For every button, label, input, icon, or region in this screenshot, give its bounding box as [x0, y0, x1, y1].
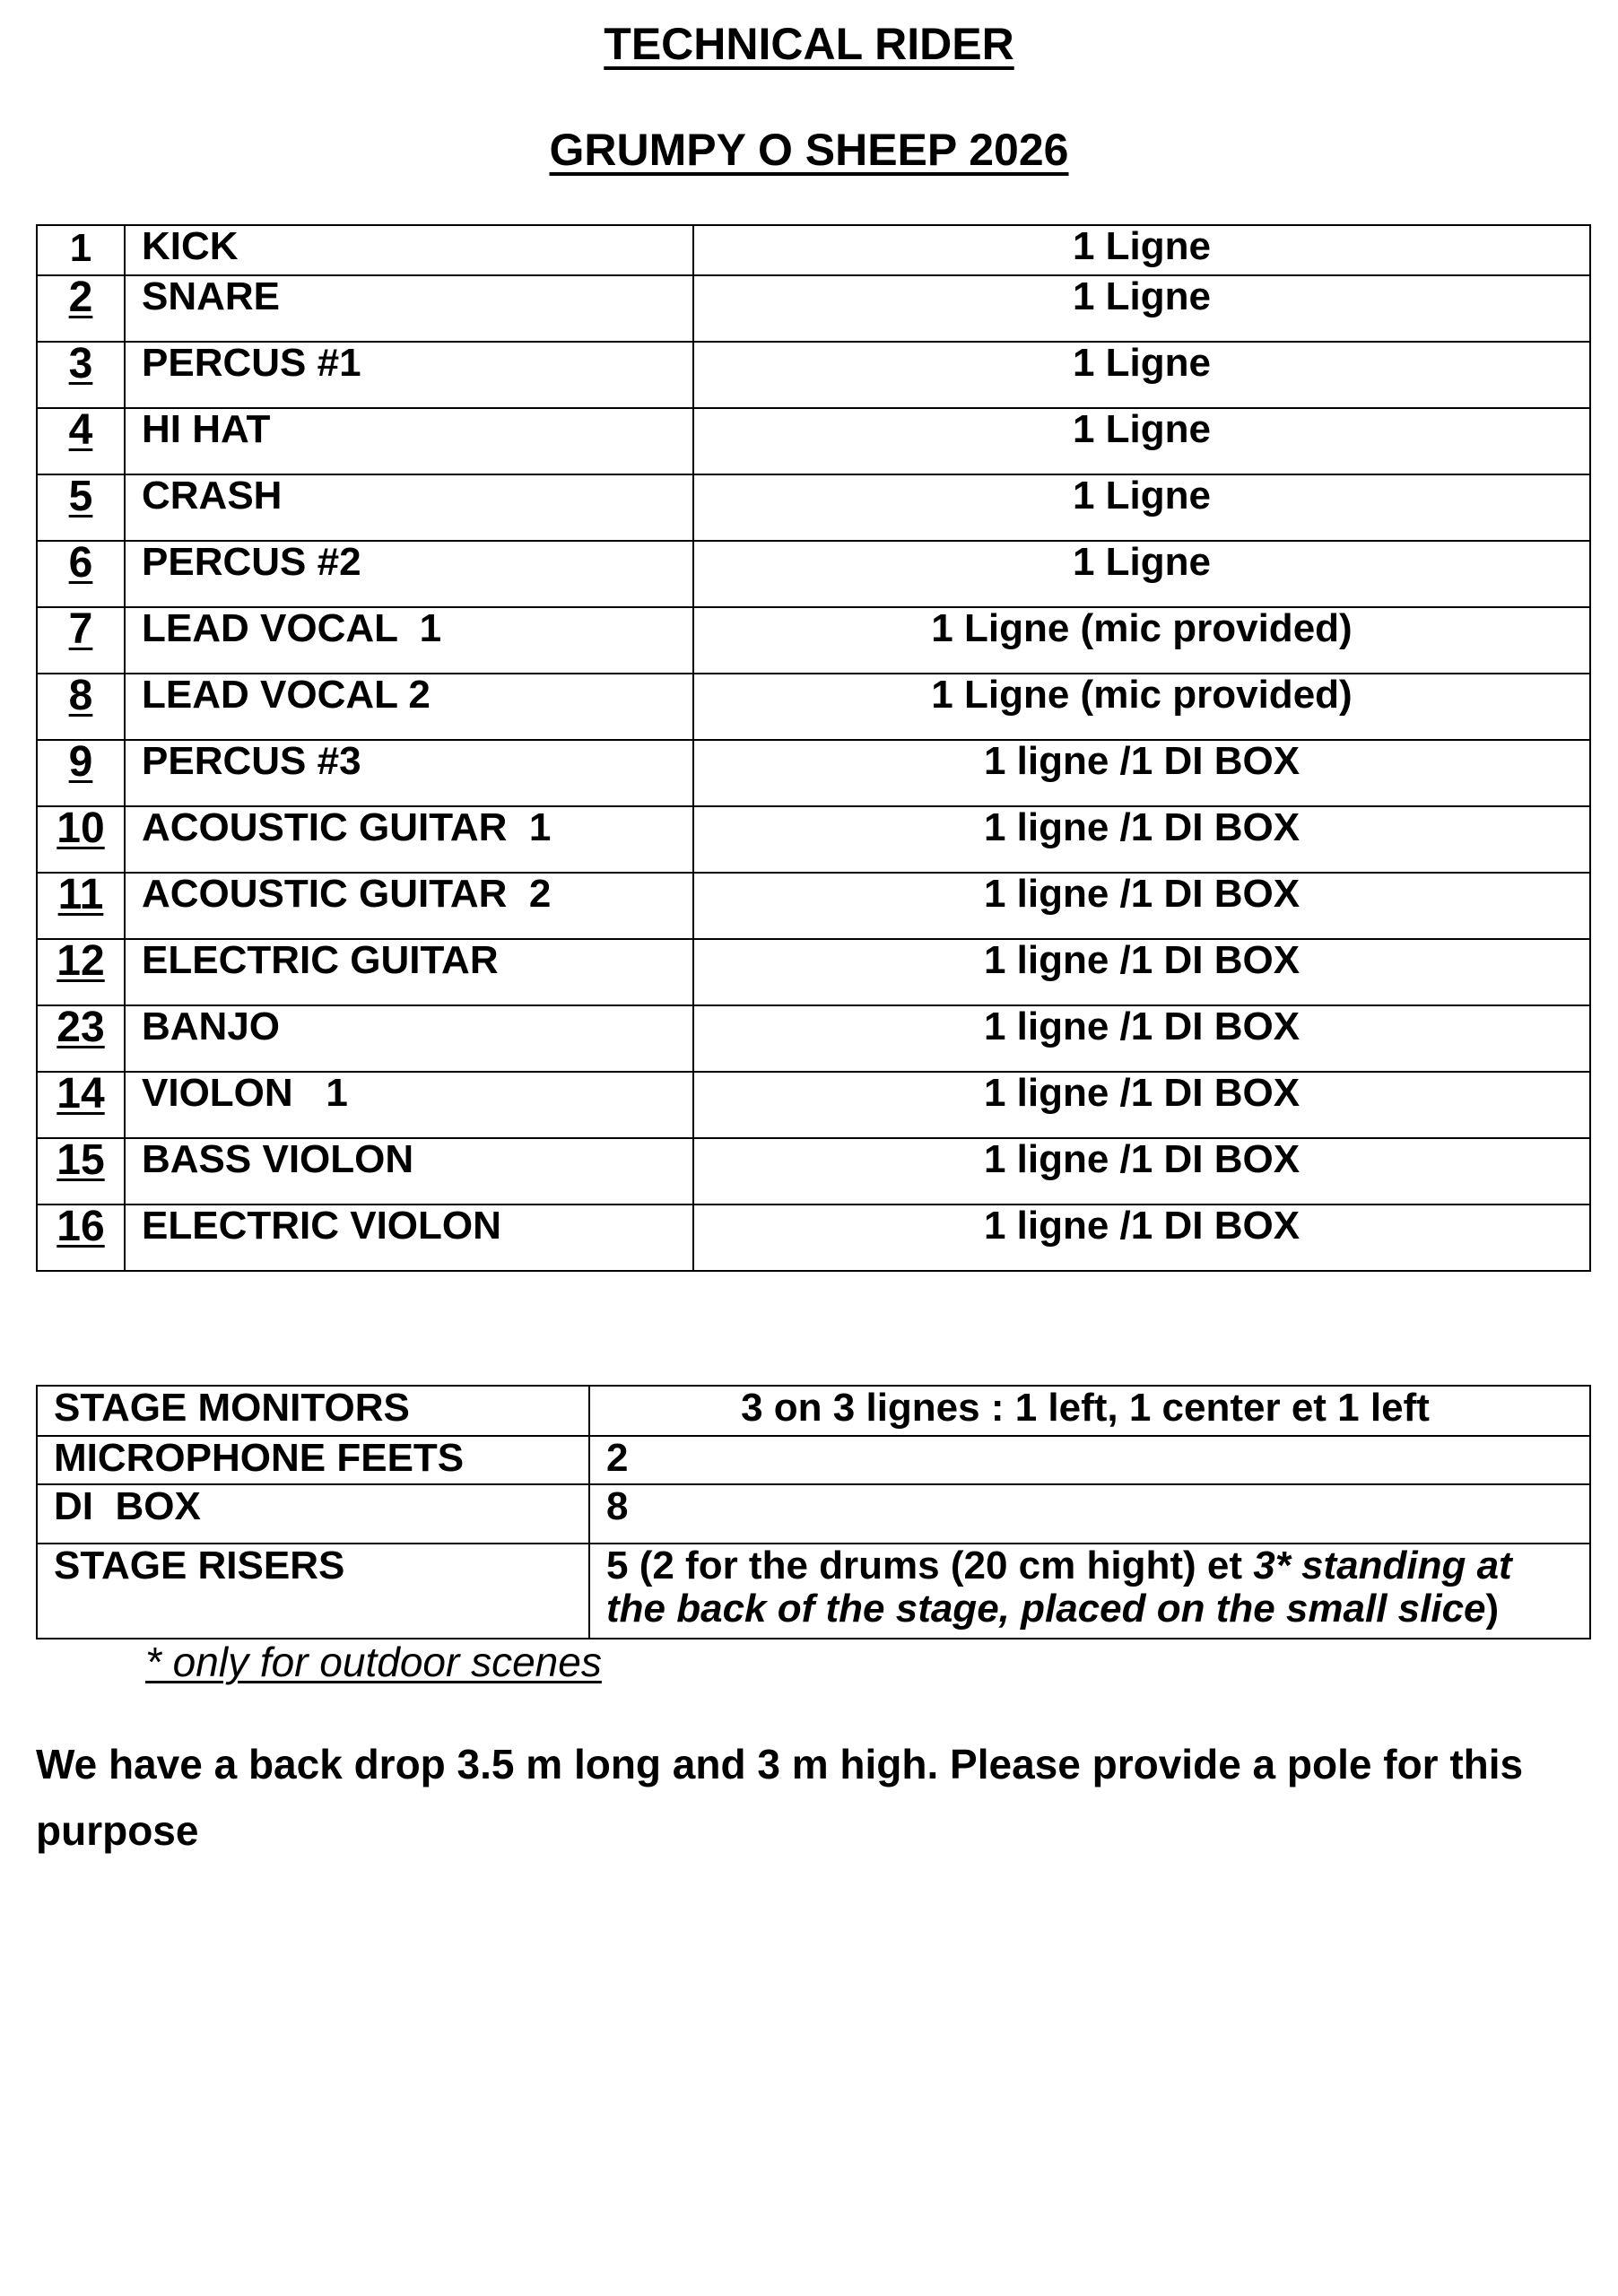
- instrument-name: ACOUSTIC GUITAR 2: [125, 873, 693, 939]
- line-requirement: 1 ligne /1 DI BOX: [693, 1205, 1590, 1271]
- channel-number: [37, 1205, 125, 1271]
- channel-number-text: 23: [57, 1004, 105, 1051]
- channel-number-text: 15: [57, 1136, 105, 1184]
- channel-number: [37, 674, 125, 740]
- channel-number: [37, 541, 125, 607]
- table-row: [37, 740, 1590, 806]
- channel-number: [37, 275, 125, 342]
- channel-number-text: 6: [68, 539, 93, 587]
- table-row: [37, 342, 1590, 408]
- table-row: [37, 1205, 1590, 1271]
- channel-number-text: 12: [57, 937, 105, 985]
- line-requirement: 1 ligne /1 DI BOX: [693, 806, 1590, 873]
- table-row: [37, 1072, 1590, 1138]
- risers-value-regular: 5 (2 for the drums (20 cm hight) et: [606, 1544, 1254, 1587]
- line-requirement: 1 Ligne: [693, 474, 1590, 541]
- instrument-name: PERCUS #2: [125, 541, 693, 607]
- channel-number-text: 2: [68, 274, 93, 321]
- line-requirement: 1 Ligne: [693, 225, 1590, 275]
- channel-number-text: 3: [68, 340, 93, 387]
- channel-number: [37, 740, 125, 806]
- instrument-name: ELECTRIC VIOLON: [125, 1205, 693, 1271]
- instrument-name: BANJO: [125, 1005, 693, 1072]
- document-subtitle: GRUMPY O SHEEP 2026: [549, 125, 1069, 175]
- instrument-name: PERCUS #1: [125, 342, 693, 408]
- channel-number: [37, 806, 125, 873]
- table-row: [37, 275, 1590, 342]
- equipment-label: DI BOX: [37, 1484, 589, 1544]
- channel-number: [37, 1138, 125, 1205]
- channel-number: [37, 1005, 125, 1072]
- channel-number-text: 9: [68, 738, 93, 786]
- equipment-row-microphone-feets: [37, 1436, 1590, 1484]
- risers-value-close: ): [1485, 1587, 1500, 1631]
- equipment-label: MICROPHONE FEETS: [37, 1436, 589, 1484]
- line-requirement: 1 Ligne: [693, 275, 1590, 342]
- channel-number: [37, 408, 125, 474]
- table-row: [37, 474, 1590, 541]
- instrument-name: HI HAT: [125, 408, 693, 474]
- channel-number-text: 1: [69, 226, 92, 270]
- instrument-name: CRASH: [125, 474, 693, 541]
- line-requirement: 1 ligne /1 DI BOX: [693, 1138, 1590, 1205]
- instrument-name: LEAD VOCAL 1: [125, 607, 693, 674]
- channel-number-text: 5: [68, 473, 93, 520]
- equipment-row-stage-risers: [37, 1544, 1590, 1639]
- table-row: [37, 939, 1590, 1005]
- instrument-name: ACOUSTIC GUITAR 1: [125, 806, 693, 873]
- instrument-name: SNARE: [125, 275, 693, 342]
- channel-number-text: 11: [57, 871, 104, 918]
- table-row: [37, 873, 1590, 939]
- equipment-value: 8: [589, 1484, 1590, 1544]
- channel-number-text: 16: [57, 1203, 105, 1250]
- channel-number: [37, 873, 125, 939]
- instrument-name: PERCUS #3: [125, 740, 693, 806]
- line-requirement: 1 Ligne: [693, 408, 1590, 474]
- channel-number-text: 4: [68, 406, 93, 454]
- channel-number: [37, 225, 125, 275]
- channel-number: [37, 1072, 125, 1138]
- document-title: TECHNICAL RIDER: [604, 19, 1014, 69]
- equipment-table: [36, 1385, 1591, 1639]
- equipment-label: STAGE MONITORS: [37, 1386, 589, 1436]
- equipment-value: 2: [589, 1436, 1590, 1484]
- table-row: [37, 1138, 1590, 1205]
- equipment-label: STAGE RISERS: [37, 1544, 589, 1639]
- table-row: [37, 1005, 1590, 1072]
- line-requirement: 1 ligne /1 DI BOX: [693, 1005, 1590, 1072]
- line-requirement: 1 Ligne (mic provided): [693, 674, 1590, 740]
- channel-number-text: 10: [57, 804, 105, 852]
- channel-number: [37, 342, 125, 408]
- equipment-value: [589, 1544, 1590, 1639]
- channel-number-text: 7: [68, 605, 93, 653]
- equipment-row-di-box: [37, 1484, 1590, 1544]
- backdrop-note: We have a back drop 3.5 m long and 3 m high. Please provide a pole for this purpose: [36, 1741, 1524, 1854]
- instrument-name: BASS VIOLON: [125, 1138, 693, 1205]
- table-row: [37, 541, 1590, 607]
- channel-number: [37, 607, 125, 674]
- equipment-row-stage-monitors: [37, 1386, 1590, 1436]
- channel-number-text: 8: [68, 672, 93, 719]
- footnote: * only for outdoor scenes: [145, 1639, 602, 1685]
- instrument-name: VIOLON 1: [125, 1072, 693, 1138]
- instrument-name: KICK: [125, 225, 693, 275]
- table-row: [37, 674, 1590, 740]
- instrument-name: LEAD VOCAL 2: [125, 674, 693, 740]
- line-requirement: 1 Ligne (mic provided): [693, 607, 1590, 674]
- table-row: [37, 806, 1590, 873]
- instrument-name: ELECTRIC GUITAR: [125, 939, 693, 1005]
- line-requirement: 1 Ligne: [693, 342, 1590, 408]
- channel-number: [37, 474, 125, 541]
- table-row: [37, 225, 1590, 275]
- channel-number-text: 14: [57, 1070, 105, 1118]
- line-requirement: 1 ligne /1 DI BOX: [693, 873, 1590, 939]
- line-requirement: 1 ligne /1 DI BOX: [693, 939, 1590, 1005]
- line-requirement: 1 ligne /1 DI BOX: [693, 1072, 1590, 1138]
- line-requirement: 1 ligne /1 DI BOX: [693, 740, 1590, 806]
- table-row: [37, 408, 1590, 474]
- equipment-value: 3 on 3 lignes : 1 left, 1 center et 1 left: [589, 1386, 1590, 1436]
- table-row: [37, 607, 1590, 674]
- channel-number: [37, 939, 125, 1005]
- line-requirement: 1 Ligne: [693, 541, 1590, 607]
- risers-value-italic: 3* standing at the back of the stage, placed on the small slice: [606, 1544, 1512, 1631]
- patch-list-table: [36, 224, 1591, 1272]
